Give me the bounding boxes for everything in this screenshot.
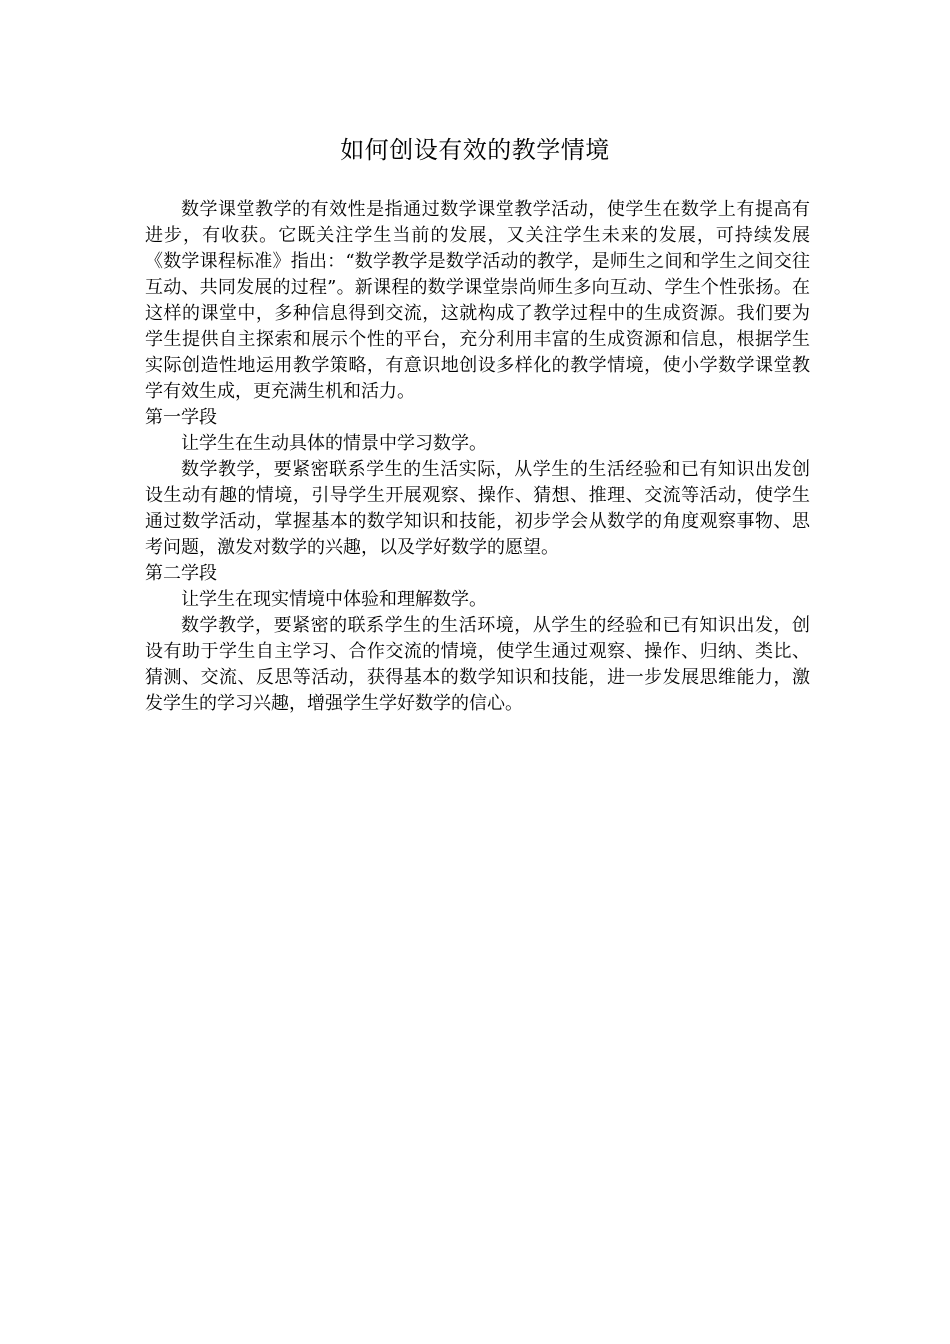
section-paragraph-1: 数学教学，要紧密联系学生的生活实际，从学生的生活经验和已有知识出发创设生动有趣的情境，引导学生开展观察、操作、猜想、推理、交流等活动，使学生通过数学活动，掌握基本的数学知识和技能，初步学会从数学的角度观察事物、思考问题，激发对数学的兴趣，以及学好数学的愿望。: [145, 459, 810, 558]
section-goal-1: 让学生在生动具体的情景中学习数学。: [181, 433, 487, 454]
section-paragraph-2: 数学教学，要紧密的联系学生的生活环境，从学生的经验和已有知识出发，创设有助于学生自主学习、合作交流的情境，使学生通过观察、操作、归纳、类比、猜测、交流、反思等活动，获得基本的数学知识和技能，进一步发展思维能力，激发学生的学习兴趣，增强学生学好数学的信心。: [145, 615, 810, 714]
document-body: [145, 197, 810, 717]
section-goal-2: 让学生在现实情境中体验和理解数学。: [181, 589, 487, 610]
section-heading-1: 第一学段: [145, 407, 217, 428]
intro-paragraph: 数学课堂教学的有效性是指通过数学课堂教学活动，使学生在数学上有提高有进步，有收获。它既关注学生当前的发展，又关注学生未来的发展，可持续发展《数学课程标准》指出：“数学教学是数学活动的教学，是师生之间和学生之间交往互动、共同发展的过程”。新课程的数学课堂崇尚师生多向互动、学生个性张扬。在这样的课堂中，多种信息得到交流，这就构成了教学过程中的生成资源。我们要为学生提供自主探索和展示个性的平台，充分利用丰富的生成资源和信息，根据学生实际创造性地运用教学策略，有意识地创设多样化的教学情境，使小学数学课堂教学有效生成，更充满生机和活力。: [145, 199, 810, 402]
document-title: 如何创设有效的教学情境: [340, 136, 610, 164]
section-heading-2: 第二学段: [145, 563, 217, 584]
